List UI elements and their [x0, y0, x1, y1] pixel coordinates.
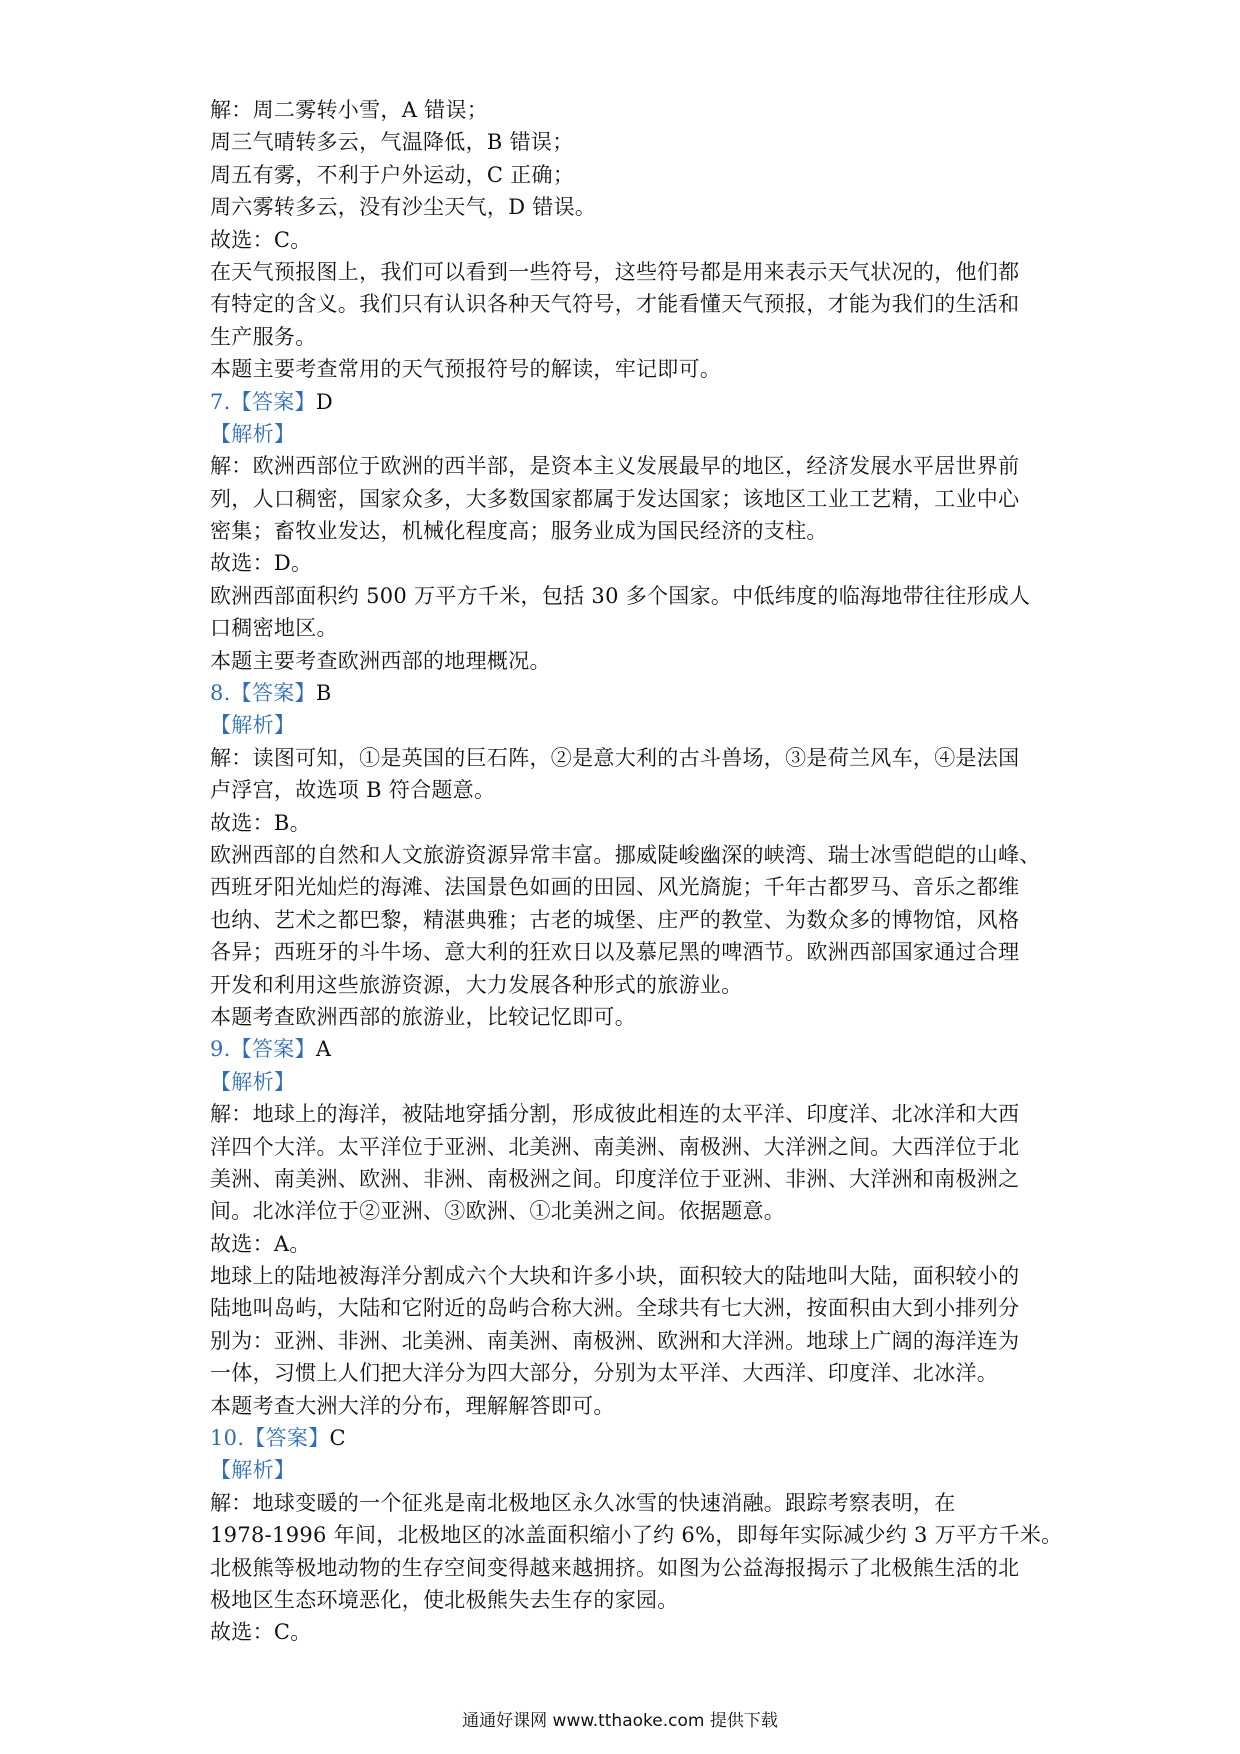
- question-number: 9.: [210, 1037, 231, 1062]
- question-number: 10.: [210, 1426, 245, 1451]
- text-line: 解：周二雾转小雪，A 错误；: [210, 98, 489, 122]
- text-line: 本题考查大洲大洋的分布，理解解答即可。: [210, 1393, 615, 1418]
- text-line: 地球上的陆地被海洋分割成六个大块和许多小块，面积较大的陆地叫大陆，面积较小的: [210, 1264, 1020, 1289]
- answer-explanations: [210, 94, 1063, 1649]
- text-line: 故选：C。: [210, 1620, 312, 1645]
- text-line: 极地区生态环境恶化，使北极熊失去生存的家园。: [210, 1587, 679, 1612]
- text-line: 别为：亚洲、非洲、北美洲、南美洲、南极洲、欧洲和大洋洲。地球上广阔的海洋连为: [210, 1328, 1020, 1353]
- answer-value: D: [315, 389, 333, 414]
- text-line: 本题主要考查欧洲西部的地理概况。: [210, 648, 551, 673]
- answer-tag: 【答案】: [230, 681, 316, 706]
- text-line: 口稠密地区。: [210, 616, 338, 641]
- text-line: 欧洲西部面积约 500 万平方千米，包括 30 多个国家。中低纬度的临海地带往往形成人: [210, 583, 1031, 608]
- answer-tag: 【答案】: [230, 1037, 316, 1062]
- answer-line: [210, 386, 1040, 418]
- answer-value: C: [329, 1426, 346, 1451]
- answer-line: [210, 677, 1040, 709]
- text-line: 1978-1996 年间，北极地区的冰盖面积缩小了约 6%，即每年实际减少约 3 万平方千米。: [210, 1523, 1063, 1548]
- text-line: 故选：D。: [210, 551, 313, 576]
- text-line: 北极熊等极地动物的生存空间变得越来越拥挤。如图为公益海报揭示了北极熊生活的北: [210, 1555, 1020, 1580]
- text-line: 欧洲西部的自然和人文旅游资源异常丰富。挪威陡峻幽深的峡湾、瑞士冰雪皑皑的山峰、: [210, 842, 1041, 867]
- text-line: 周五有雾，不利于户外运动，C 正确；: [210, 162, 575, 187]
- answer-tag: 【答案】: [244, 1426, 330, 1451]
- text-line: 密集；畜牧业发达，机械化程度高；服务业成为国民经济的支柱。: [210, 519, 828, 544]
- question-number: 7.: [210, 389, 231, 414]
- analysis-tag: 【解析】: [210, 1069, 296, 1094]
- page-footer: 通通好课网 www.tthaoke.com 提供下载: [462, 1711, 778, 1731]
- text-line: 西班牙阳光灿烂的海滩、法国景色如画的田园、风光旖旎；千年古都罗马、音乐之都维: [210, 875, 1020, 900]
- analysis-tag: 【解析】: [210, 713, 296, 738]
- text-line: 一体，习惯上人们把大洋分为四大部分，分别为太平洋、大西洋、印度洋、北冰洋。: [210, 1361, 999, 1386]
- text-line: 故选：A。: [210, 1231, 311, 1256]
- text-line: 也纳、艺术之都巴黎，精湛典雅；古老的城堡、庄严的教堂、为数众多的博物馆，风格: [210, 907, 1020, 932]
- text-line: 各异；西班牙的斗牛场、意大利的狂欢日以及慕尼黑的啤酒节。欧洲西部国家通过合理: [210, 940, 1020, 965]
- text-line: 本题主要考查常用的天气预报符号的解读，牢记即可。: [210, 357, 722, 382]
- analysis-tag: 【解析】: [210, 421, 296, 446]
- analysis-tag: 【解析】: [210, 1458, 296, 1483]
- analysis-heading: [210, 709, 1040, 741]
- text-line: 洋四个大洋。太平洋位于亚洲、北美洲、南美洲、南极洲、大洋洲之间。大西洋位于北: [210, 1134, 1020, 1159]
- text-line: 在天气预报图上，我们可以看到一些符号，这些符号都是用来表示天气状况的，他们都: [210, 259, 1020, 284]
- analysis-heading: [210, 1066, 1040, 1098]
- analysis-heading: [210, 1454, 1040, 1486]
- answer-value: A: [315, 1037, 332, 1062]
- text-line: 本题考查欧洲西部的旅游业，比较记忆即可。: [210, 1004, 636, 1029]
- answer-line: [210, 1422, 1040, 1454]
- text-line: 周六雾转多云，没有沙尘天气，D 错误。: [210, 195, 597, 220]
- text-line: 陆地叫岛屿，大陆和它附近的岛屿合称大洲。全球共有七大洲，按面积由大到小排列分: [210, 1296, 1020, 1321]
- text-line: 解：地球上的海洋，被陆地穿插分割，形成彼此相连的太平洋、印度洋、北冰洋和大西: [210, 1102, 1020, 1127]
- answer-line: [210, 1033, 1040, 1065]
- text-line: 间。北冰洋位于②亚洲、③欧洲、①北美洲之间。依据题意。: [210, 1199, 786, 1224]
- text-line: 卢浮宫，故选项 B 符合题意。: [210, 778, 496, 803]
- analysis-heading: [210, 418, 1040, 450]
- text-line: 美洲、南美洲、欧洲、非洲、南极洲之间。印度洋位于亚洲、非洲、大洋洲和南极洲之: [210, 1166, 1020, 1191]
- text-line: 有特定的含义。我们只有认识各种天气符号，才能看懂天气预报，才能为我们的生活和: [210, 292, 1020, 317]
- text-line: 故选：B。: [210, 810, 311, 835]
- text-line: 生产服务。: [210, 324, 317, 349]
- question-number: 8.: [210, 681, 231, 706]
- text-line: 周三气晴转多云，气温降低，B 错误；: [210, 130, 574, 155]
- text-line: 解：地球变暖的一个征兆是南北极地区永久冰雪的快速消融。跟踪考察表明，在: [210, 1490, 956, 1515]
- text-line: 开发和利用这些旅游资源，大力发展各种形式的旅游业。: [210, 972, 743, 997]
- text-line: 故选：C。: [210, 227, 312, 252]
- text-line: 列，人口稠密，国家众多，大多数国家都属于发达国家；该地区工业工艺精，工业中心: [210, 486, 1020, 511]
- answer-tag: 【答案】: [230, 389, 316, 414]
- text-line: 解：欧洲西部位于欧洲的西半部，是资本主义发展最早的地区，经济发展水平居世界前: [210, 454, 1020, 479]
- text-line: 解：读图可知，①是英国的巨石阵，②是意大利的古斗兽场，③是荷兰风车，④是法国: [210, 745, 1020, 770]
- answer-value: B: [315, 681, 332, 706]
